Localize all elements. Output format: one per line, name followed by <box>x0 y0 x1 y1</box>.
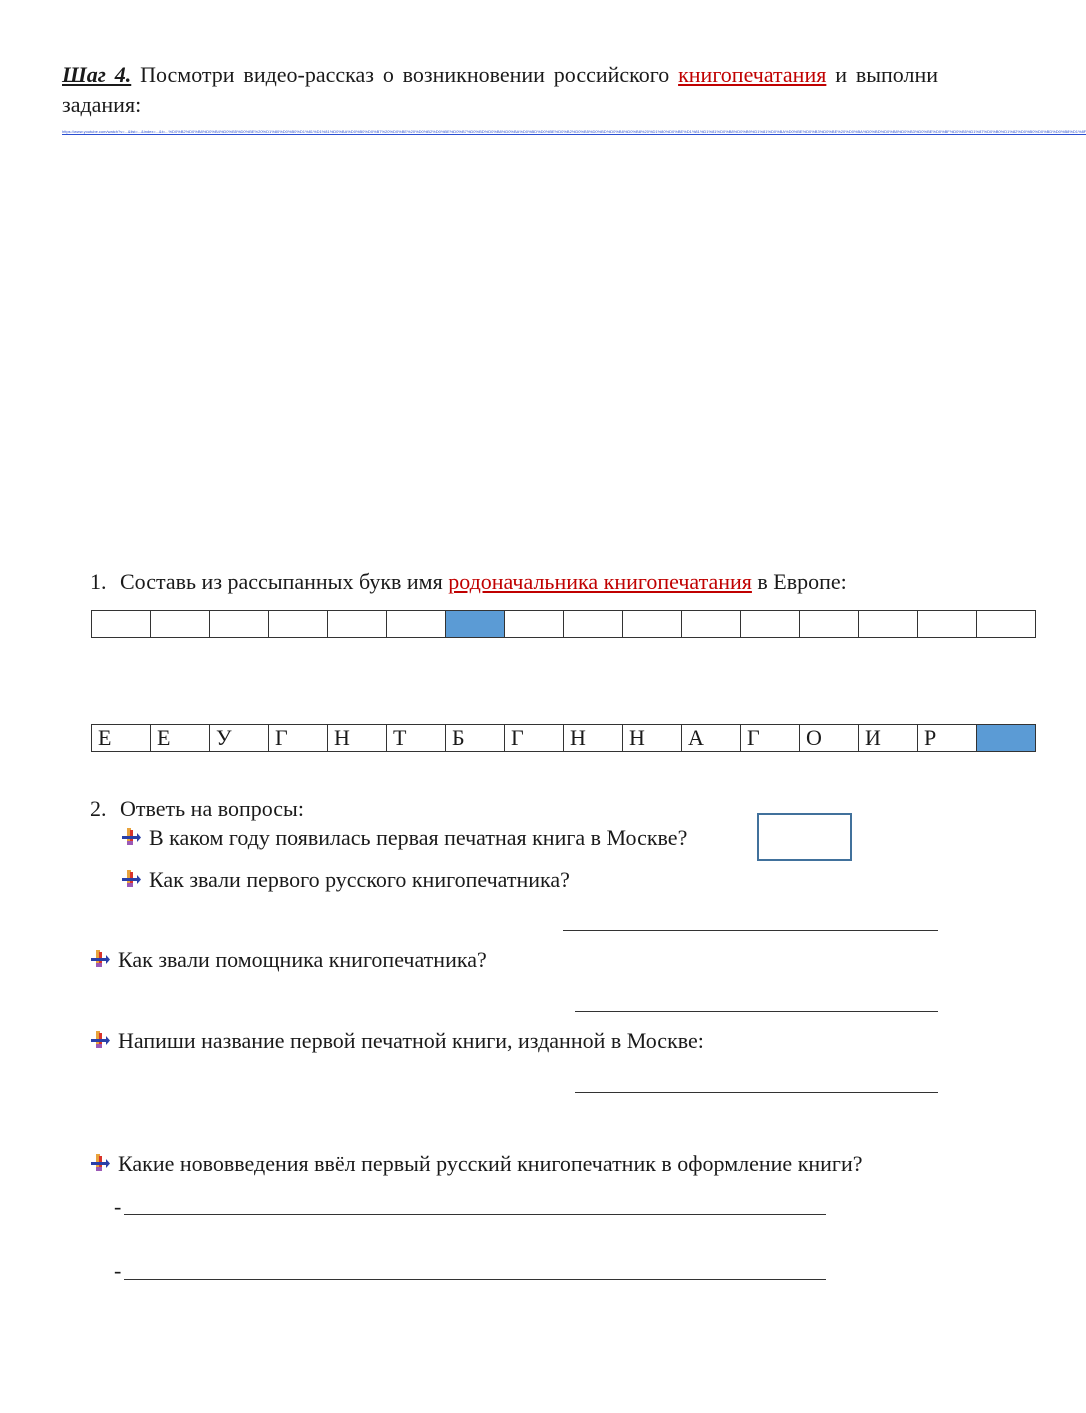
book-printing-link[interactable]: книгопечатания <box>678 62 827 87</box>
answer-cell[interactable] <box>741 611 800 638</box>
step-text-after: и выполни задания: <box>62 62 938 117</box>
dash-1: - <box>114 1194 122 1219</box>
question-3 <box>90 946 487 974</box>
letter-cell: Б <box>446 725 505 752</box>
video-url-link[interactable]: https://www.youtube.com/watch?v=...&list=...&index=...&t=...%D0%B2%D0%B8%D0%B4%D0%B5%D0%BE%20%D1%80%D0%B0%D1%81%D1%81%D0%BA%D0%B0%D0%B7%20%D0%BE%20%D0%B2%D0%BE%D0%B7%D0%BD%D0%B8%D0%BA%D0%BD%D0%BE%D0%B2%D0%B5%D0%BD%D0%B8%D0%B8%20%D1%80%D0%BE%D1%81%D1%81%D0%B8%D0%B9%D1%81%D0%BA%D0%BE%D0%B3%D0%BE%20%D0%BA%D0%BD%D0%B8%D0%B3%D0%BE%D0%BF%D0%B5%D1%87%D0%B0%D1%82%D0%B0%D0%BD%D0%B8%D1%8F <box>62 129 1086 134</box>
step-text-before: Посмотри видео-рассказ о возникновении российского <box>131 62 679 87</box>
letter-cell: О <box>800 725 859 752</box>
letter-cell: Н <box>564 725 623 752</box>
task1-number: 1. <box>90 569 107 594</box>
question-5-text: Какие нововведения ввёл первый русский книгопечатник в оформление книги? <box>118 1151 863 1176</box>
answer-cell[interactable] <box>505 611 564 638</box>
question-4-text: Напиши название первой печатной книги, изданной в Москве: <box>118 1028 704 1053</box>
question-5 <box>90 1150 863 1178</box>
founder-link[interactable]: родоначальника книгопечатания <box>448 569 752 594</box>
answer-line-2[interactable] <box>563 930 938 931</box>
letter-cell: А <box>682 725 741 752</box>
answer-cell[interactable] <box>977 611 1036 638</box>
arrow-bullet-icon <box>90 1153 110 1173</box>
answer-cell[interactable] <box>328 611 387 638</box>
letter-cell: Н <box>623 725 682 752</box>
letter-cell: У <box>210 725 269 752</box>
answer-cell[interactable] <box>800 611 859 638</box>
letter-cell: И <box>859 725 918 752</box>
answer-cell[interactable] <box>92 611 151 638</box>
answer-letter-grid <box>91 610 1036 638</box>
answer-cell[interactable] <box>151 611 210 638</box>
letter-cell <box>977 725 1036 752</box>
letter-cell: Г <box>741 725 800 752</box>
answer-cell[interactable] <box>918 611 977 638</box>
question-4 <box>90 1027 704 1055</box>
answer-cell <box>446 611 505 638</box>
question-1 <box>121 824 687 852</box>
answer-cell[interactable] <box>210 611 269 638</box>
arrow-bullet-icon <box>90 1030 110 1050</box>
answer-cell[interactable] <box>682 611 741 638</box>
letter-cell: Н <box>328 725 387 752</box>
answer-cell[interactable] <box>859 611 918 638</box>
arrow-bullet-icon <box>90 949 110 969</box>
dash-2: - <box>114 1258 122 1283</box>
answer-cell[interactable] <box>564 611 623 638</box>
step-label: Шаг 4. <box>62 62 132 87</box>
year-answer-box[interactable] <box>757 813 852 861</box>
question-2-text: Как звали первого русского книгопечатника? <box>149 867 570 892</box>
answer-cell[interactable] <box>269 611 328 638</box>
letter-cell: Е <box>151 725 210 752</box>
answer-cell[interactable] <box>387 611 446 638</box>
scrambled-letters-grid <box>91 724 1036 752</box>
answer-line-5b[interactable] <box>124 1279 826 1280</box>
answer-line-5a[interactable] <box>124 1214 826 1215</box>
arrow-bullet-icon <box>121 827 141 847</box>
arrow-bullet-icon <box>121 869 141 889</box>
task2-title: Ответь на вопросы: <box>120 796 304 821</box>
task1-text-before: Составь из рассыпанных букв имя <box>120 569 449 594</box>
answer-cell[interactable] <box>623 611 682 638</box>
task1-heading <box>90 568 847 596</box>
letter-cell: Е <box>92 725 151 752</box>
letter-cell: Р <box>918 725 977 752</box>
task2-heading <box>90 795 304 823</box>
step-instruction <box>62 60 938 120</box>
question-3-text: Как звали помощника книгопечатника? <box>118 947 487 972</box>
task1-text-after: в Европе: <box>751 569 847 594</box>
letter-cell: Г <box>505 725 564 752</box>
answer-line-3[interactable] <box>575 1011 938 1012</box>
question-1-text: В каком году появилась первая печатная книга в Москве? <box>149 825 688 850</box>
letter-cell: Г <box>269 725 328 752</box>
letter-cell: Т <box>387 725 446 752</box>
answer-line-4[interactable] <box>575 1092 938 1093</box>
question-2 <box>121 866 570 894</box>
task2-number: 2. <box>90 796 107 821</box>
